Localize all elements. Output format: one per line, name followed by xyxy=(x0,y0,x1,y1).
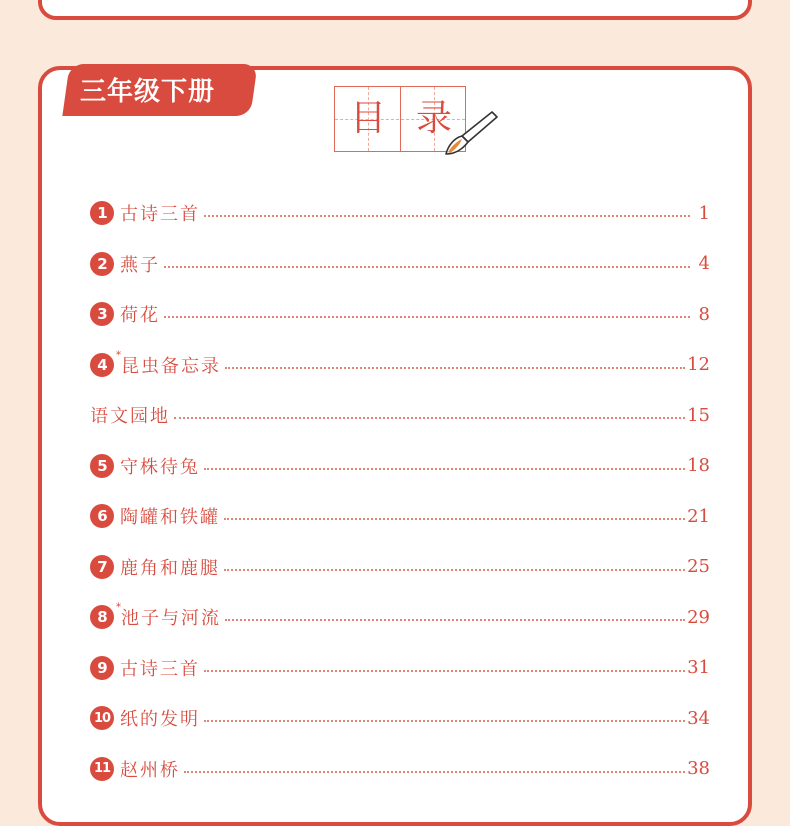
toc-row[interactable] xyxy=(90,744,710,795)
toc-row[interactable] xyxy=(90,693,710,744)
lesson-number-badge: 6 xyxy=(90,504,114,528)
dot-leader xyxy=(204,215,690,217)
lesson-title: 赵州桥 xyxy=(120,759,180,781)
page-number: 1 xyxy=(698,202,710,224)
page-number: 34 xyxy=(687,707,710,729)
dot-leader xyxy=(224,569,685,571)
lesson-title: 陶罐和铁罐 xyxy=(120,507,220,529)
dot-leader xyxy=(225,619,685,621)
dot-leader xyxy=(204,468,685,470)
dot-leader xyxy=(224,518,685,520)
toc-row[interactable] xyxy=(90,340,710,391)
lesson-number-badge: 2 xyxy=(90,252,114,276)
page-number: 21 xyxy=(687,505,710,527)
lesson-title: 昆虫备忘录 xyxy=(121,355,221,377)
toc-row[interactable] xyxy=(90,239,710,290)
toc-row[interactable] xyxy=(90,390,710,441)
lesson-title: 纸的发明 xyxy=(120,709,200,731)
page-number: 18 xyxy=(687,455,710,477)
lesson-title: 燕子 xyxy=(120,254,160,276)
lesson-number-badge: 11 xyxy=(90,757,114,781)
lesson-number-badge: 5 xyxy=(90,454,114,478)
lesson-number-badge: 1 xyxy=(90,201,114,225)
lesson-title: 语文园地 xyxy=(90,406,170,428)
lesson-title: 古诗三首 xyxy=(120,658,200,680)
dot-leader xyxy=(164,266,690,268)
toc-row[interactable] xyxy=(90,491,710,542)
page-number: 38 xyxy=(687,758,710,780)
toc-row[interactable] xyxy=(90,441,710,492)
lesson-number-badge: 4 xyxy=(90,353,114,377)
brush-icon xyxy=(440,106,504,162)
page-number: 4 xyxy=(698,253,710,275)
lesson-title: 池子与河流 xyxy=(121,608,221,630)
lesson-number-badge: 7 xyxy=(90,555,114,579)
page-number: 8 xyxy=(698,303,710,325)
optional-lesson-star: * xyxy=(116,602,121,613)
toc-row[interactable] xyxy=(90,592,710,643)
page-number: 25 xyxy=(687,556,710,578)
lesson-title: 古诗三首 xyxy=(120,204,200,226)
dot-leader xyxy=(204,720,685,722)
lesson-title: 守株待兔 xyxy=(120,456,200,478)
dot-leader xyxy=(184,771,685,773)
dot-leader xyxy=(174,417,685,419)
lesson-number-badge: 8 xyxy=(90,605,114,629)
toc-list xyxy=(90,188,710,794)
lesson-title: 鹿角和鹿腿 xyxy=(120,557,220,579)
dot-leader xyxy=(204,670,685,672)
toc-row[interactable] xyxy=(90,643,710,694)
previous-card xyxy=(38,0,752,20)
toc-title-char: 目 xyxy=(349,98,386,139)
lesson-number-badge: 3 xyxy=(90,302,114,326)
page-number: 29 xyxy=(687,606,710,628)
toc-row[interactable] xyxy=(90,188,710,239)
lesson-number-badge: 10 xyxy=(90,706,114,730)
lesson-title: 荷花 xyxy=(120,305,160,327)
toc-row[interactable] xyxy=(90,542,710,593)
page-number: 31 xyxy=(687,657,710,679)
lesson-number-badge: 9 xyxy=(90,656,114,680)
toc-row[interactable] xyxy=(90,289,710,340)
page-number: 12 xyxy=(687,354,710,376)
optional-lesson-star: * xyxy=(116,349,121,361)
dot-leader xyxy=(225,367,685,369)
toc-title-char: 录 xyxy=(415,98,452,139)
grade-tab-label: 三年级下册 xyxy=(80,77,216,107)
page-number: 15 xyxy=(687,404,710,426)
dot-leader xyxy=(164,316,690,318)
